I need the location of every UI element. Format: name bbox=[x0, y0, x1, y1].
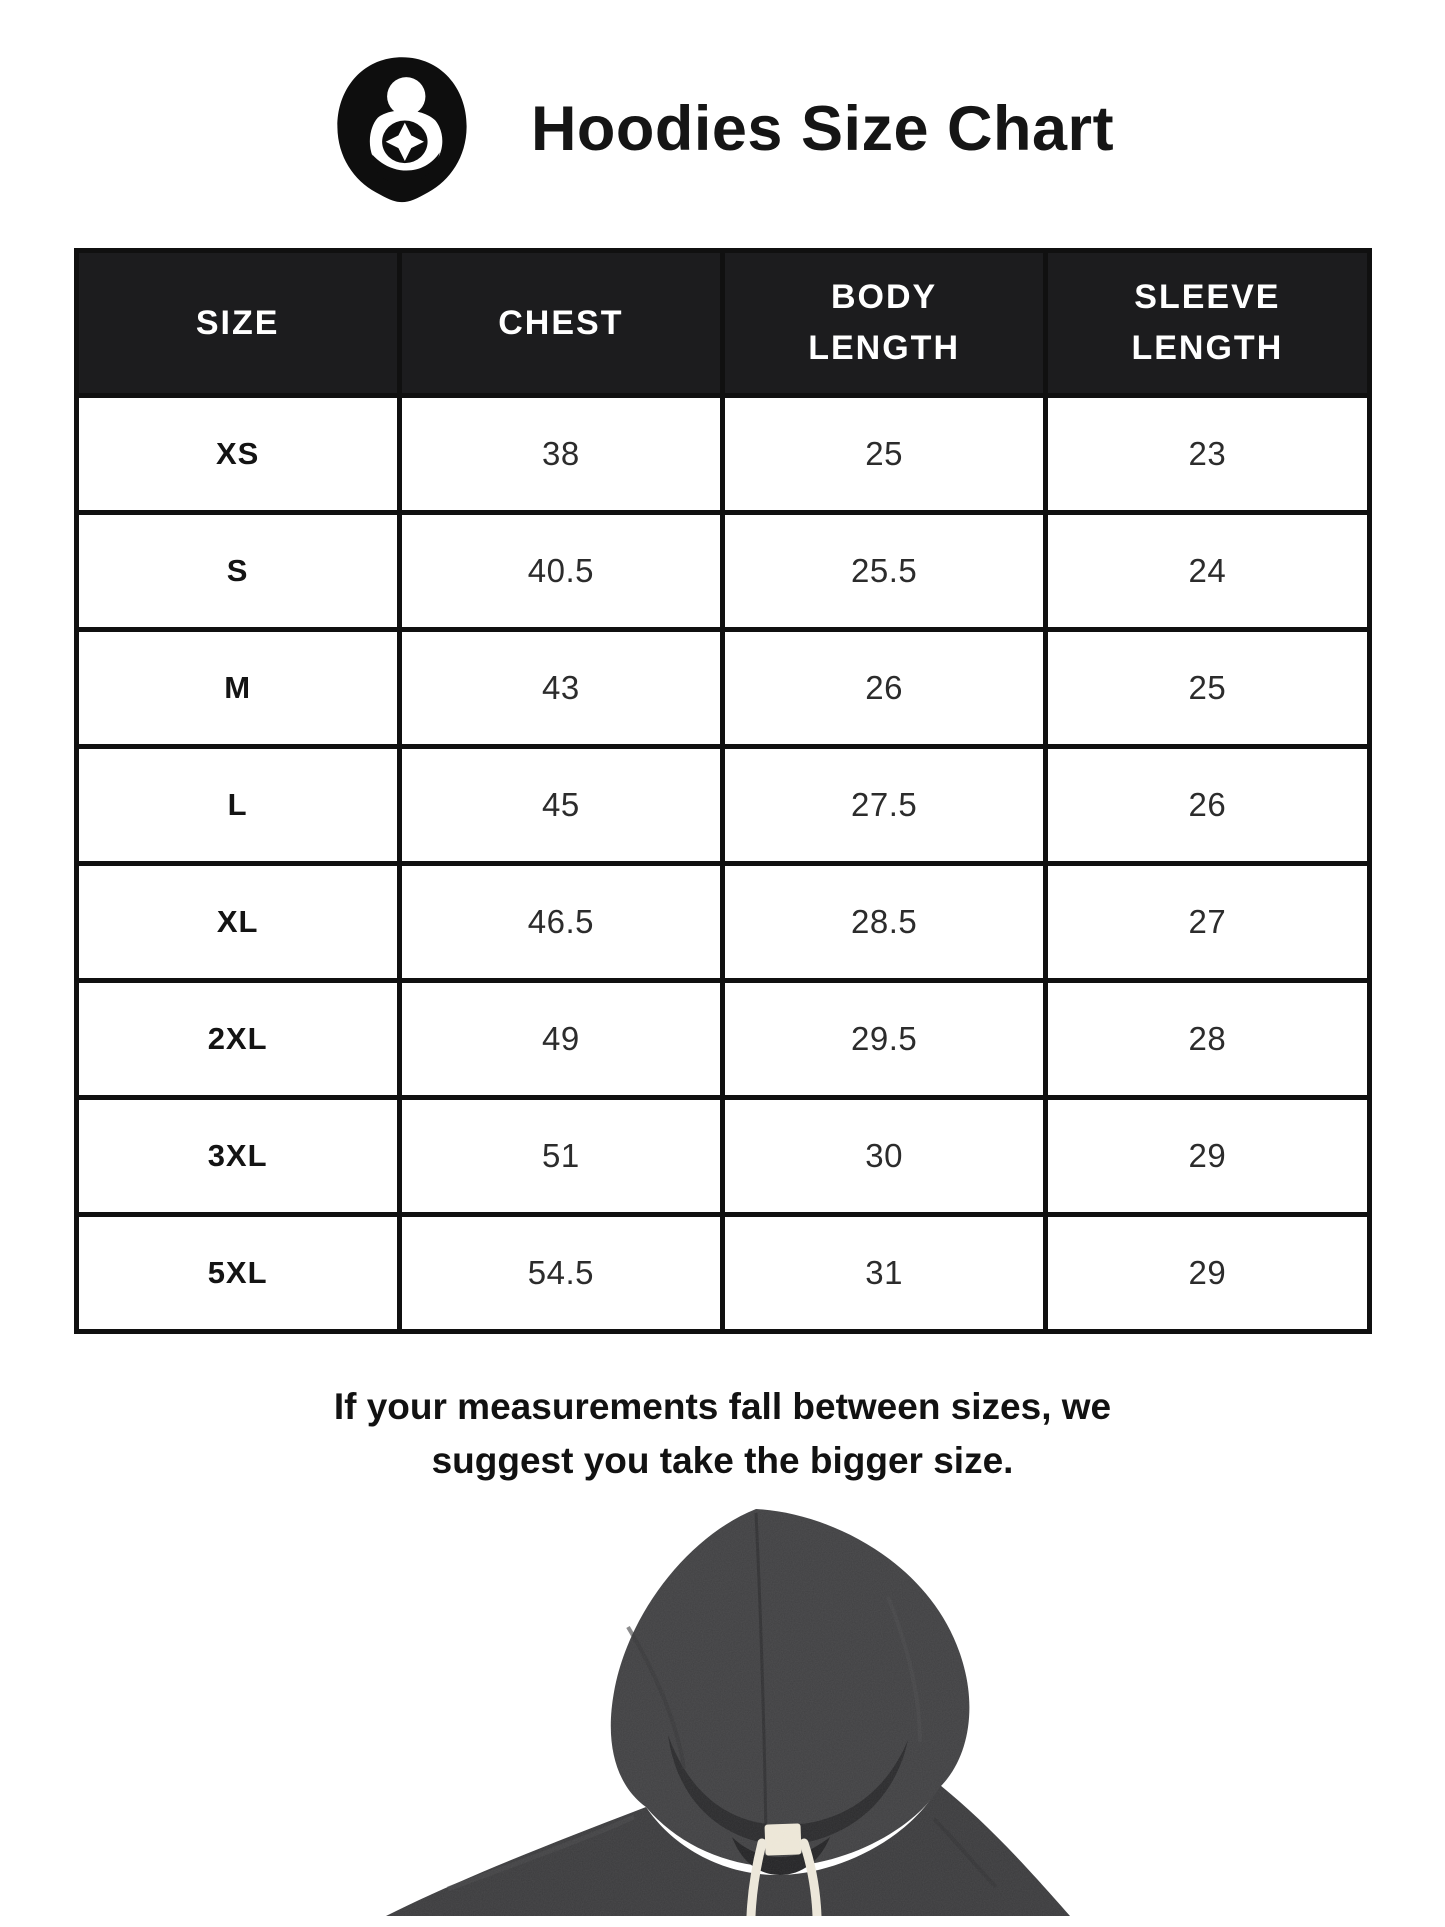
chest-cell: 45 bbox=[399, 747, 722, 864]
sleeve-length-cell: 23 bbox=[1046, 396, 1369, 513]
body-length-cell: 30 bbox=[723, 1098, 1046, 1215]
body-length-cell: 31 bbox=[723, 1215, 1046, 1332]
chest-cell: 46.5 bbox=[399, 864, 722, 981]
brand-logo-icon bbox=[331, 54, 473, 204]
size-note bbox=[173, 1380, 1273, 1487]
chest-cell: 49 bbox=[399, 981, 722, 1098]
body-length-cell: 28.5 bbox=[723, 864, 1046, 981]
col-header-chest bbox=[399, 251, 722, 396]
col-header-sleeve-length bbox=[1046, 251, 1369, 396]
table-row bbox=[76, 1215, 1369, 1332]
body-length-cell: 25 bbox=[723, 396, 1046, 513]
sleeve-length-cell: 26 bbox=[1046, 747, 1369, 864]
sleeve-length-cell: 29 bbox=[1046, 1098, 1369, 1215]
col-header-body-length bbox=[723, 251, 1046, 396]
chest-cell: 38 bbox=[399, 396, 722, 513]
header bbox=[0, 0, 1445, 204]
size-cell: XL bbox=[76, 864, 399, 981]
size-cell: 2XL bbox=[76, 981, 399, 1098]
note-line-1: If your measurements fall between sizes, we bbox=[333, 1386, 1112, 1427]
sleeve-length-cell: 29 bbox=[1046, 1215, 1369, 1332]
table-row bbox=[76, 630, 1369, 747]
table-row bbox=[76, 981, 1369, 1098]
col-header-body-length-label: BODY LENGTH bbox=[808, 278, 961, 367]
hoodie-photo bbox=[328, 1507, 1118, 1916]
note-line-2: suggest you take the bigger size. bbox=[431, 1439, 1014, 1481]
chest-cell: 40.5 bbox=[399, 513, 722, 630]
chest-cell: 43 bbox=[399, 630, 722, 747]
size-cell: 3XL bbox=[76, 1098, 399, 1215]
chest-cell: 51 bbox=[399, 1098, 722, 1215]
size-table bbox=[74, 248, 1372, 1334]
size-table-head bbox=[76, 251, 1369, 396]
body-length-cell: 26 bbox=[723, 630, 1046, 747]
size-cell: XS bbox=[76, 396, 399, 513]
table-row bbox=[76, 396, 1369, 513]
col-header-chest-label: CHEST bbox=[498, 303, 624, 342]
sleeve-length-cell: 28 bbox=[1046, 981, 1369, 1098]
chest-cell: 54.5 bbox=[399, 1215, 722, 1332]
size-cell: L bbox=[76, 747, 399, 864]
table-row bbox=[76, 864, 1369, 981]
sleeve-length-cell: 24 bbox=[1046, 513, 1369, 630]
size-cell: S bbox=[76, 513, 399, 630]
size-cell: M bbox=[76, 630, 399, 747]
table-row bbox=[76, 513, 1369, 630]
table-header-row bbox=[76, 251, 1369, 396]
col-header-size-label: SIZE bbox=[195, 303, 280, 342]
size-cell: 5XL bbox=[76, 1215, 399, 1332]
page-title: Hoodies Size Chart bbox=[530, 94, 1115, 164]
col-header-size bbox=[76, 251, 399, 396]
col-header-sleeve-length-label: SLEEVE LENGTH bbox=[1131, 278, 1284, 367]
body-length-cell: 25.5 bbox=[723, 513, 1046, 630]
table-row bbox=[76, 1098, 1369, 1215]
sleeve-length-cell: 25 bbox=[1046, 630, 1369, 747]
sleeve-length-cell: 27 bbox=[1046, 864, 1369, 981]
size-table-body bbox=[76, 396, 1369, 1332]
body-length-cell: 29.5 bbox=[723, 981, 1046, 1098]
body-length-cell: 27.5 bbox=[723, 747, 1046, 864]
table-row bbox=[76, 747, 1369, 864]
